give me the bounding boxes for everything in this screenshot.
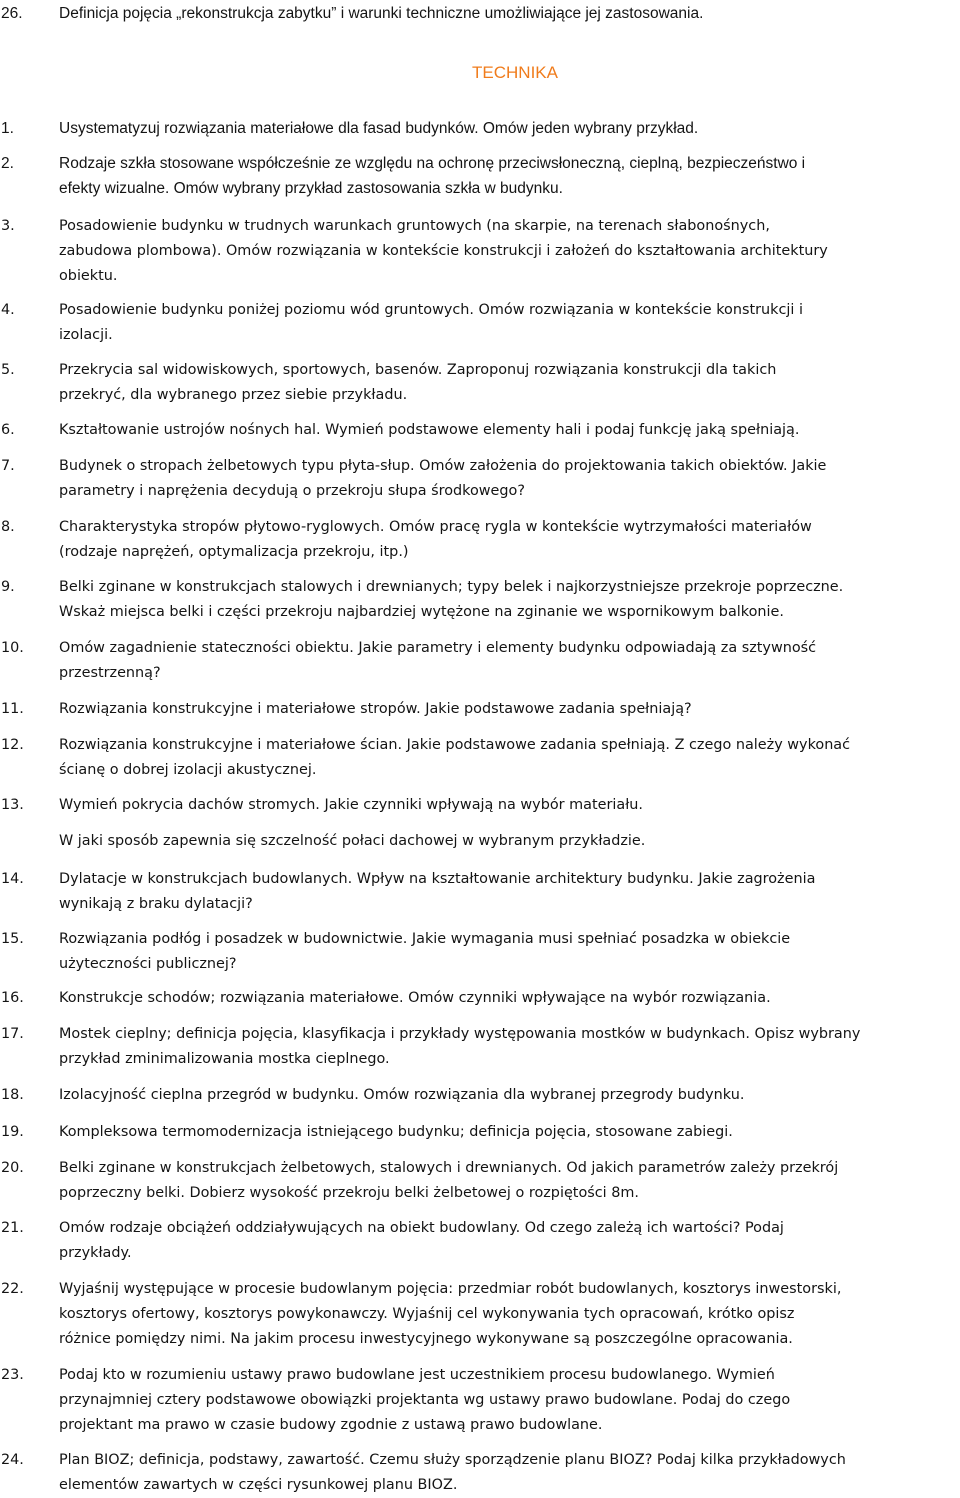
question-line: Plan BIOZ; definicja, podstawy, zawartość. Czemu służy sporządzenie planu BIOZ? Podaj kilka przykładowych [59,1452,846,1468]
question-number: 13. [1,797,24,813]
question-line: Definicja pojęcia „rekonstrukcja zabytku” i warunki techniczne umożliwiające jej zastosowania. [59,5,704,22]
question-number: 6. [1,422,15,438]
question-line: Kształtowanie ustrojów nośnych hal. Wymień podstawowe elementy hali i podaj funkcję jaką spełniają. [59,422,800,438]
question-text [59,298,960,348]
question-text [59,1,960,26]
question-number: 19. [1,1124,24,1140]
question-line: różnice pomiędzy nimi. Na jakim procesu inwestycyjnego wykonywane są poszczególne opracowania. [59,1331,793,1347]
question-text [59,358,960,408]
question-text [59,151,960,201]
question-number: 2. [1,155,14,172]
question-line: Rozwiązania konstrukcyjne i materiałowe ścian. Jakie podstawowe zadania spełniają. Z czego należy wykonać [59,737,851,753]
question-line: obiektu. [59,268,118,284]
section-heading: TECHNIKA [472,63,558,82]
question-number: 4. [1,302,15,318]
question-line: ścianę o dobrej izolacji akustycznej. [59,762,317,778]
question-number: 17. [1,1026,24,1042]
question-number: 10. [1,640,24,656]
question-number: 16. [1,990,24,1006]
question-line: Belki zginane w konstrukcjach żelbetowych, stalowych i drewnianych. Od jakich parametrów zależy przekrój [59,1160,839,1176]
question-number: 23. [1,1367,24,1383]
question-number: 22. [1,1281,24,1297]
question-line: zabudowa plombowa). Omów rozwiązania w kontekście konstrukcji i założeń do kształtowania architektury [59,243,828,259]
question-line: Dylatacje w konstrukcjach budowlanych. Wpływ na kształtowanie architektury budynku. Jakie zagrożenia [59,871,816,887]
question-line: Posadowienie budynku poniżej poziomu wód gruntowych. Omów rozwiązania w kontekście konstrukcji i [59,302,803,318]
question-text [59,733,960,783]
question-number: 3. [1,218,15,234]
question-text [59,829,960,854]
question-line: Charakterystyka stropów płytowo-ryglowych. Omów pracę rygla w kontekście wytrzymałości materiałów [59,519,812,535]
question-number: 7. [1,458,15,474]
question-line: Konstrukcje schodów; rozwiązania materiałowe. Omów czynniki wpływające na wybór rozwiązania. [59,990,771,1006]
question-line: Wyjaśnij występujące w procesie budowlanym pojęcia: przedmiar robót budowlanych, kosztorys inwestorski, [59,1281,842,1297]
question-line: przekryć, dla wybranego przez siebie przykładu. [59,387,408,403]
question-line: użyteczności publicznej? [59,956,237,972]
question-line: wynikają z braku dylatacji? [59,896,253,912]
question-text [59,1022,960,1072]
question-line: (rodzaje naprężeń, optymalizacja przekroju, itp.) [59,544,409,560]
question-line: Rodzaje szkła stosowane współcześnie ze względu na ochronę przeciwsłoneczną, cieplną, bezpieczeństwo i [59,155,806,172]
question-number: 21. [1,1220,24,1236]
question-text [59,1363,960,1438]
question-text [59,1448,960,1498]
question-number: 15. [1,931,24,947]
question-text [59,927,960,977]
question-text [59,116,960,141]
question-text [59,515,960,565]
question-line: Przekrycia sal widowiskowych, sportowych, basenów. Zaproponuj rozwiązania konstrukcji dla takich [59,362,777,378]
question-line: Usystematyzuj rozwiązania materiałowe dla fasad budynków. Omów jeden wybrany przykład. [59,120,699,137]
question-number: 26. [1,5,23,22]
question-line: Omów zagadnienie stateczności obiektu. Jakie parametry i elementy budynku odpowiadają za sztywność [59,640,817,656]
question-number: 9. [1,579,15,595]
question-line: Rozwiązania podłóg i posadzek w budownictwie. Jakie wymagania musi spełniać posadzka w obiekcie [59,931,791,947]
question-text [59,214,960,289]
question-text [59,1277,960,1352]
question-line: elementów zawartych w części rysunkowej planu BIOZ. [59,1477,458,1493]
question-number: 18. [1,1087,24,1103]
question-line: przynajmniej cztery podstawowe obowiązki projektanta wg ustawy prawo budowlane. Podaj do czego [59,1392,791,1408]
question-text [59,867,960,917]
question-line: Posadowienie budynku w trudnych warunkach gruntowych (na skarpie, na terenach słabonośnych, [59,218,770,234]
question-line: W jaki sposób zapewnia się szczelność połaci dachowej w wybranym przykładzie. [59,833,646,849]
question-line: Izolacyjność cieplna przegród w budynku. Omów rozwiązania dla wybranej przegrody budynku. [59,1087,745,1103]
question-line: Kompleksowa termomodernizacja istniejącego budynku; definicja pojęcia, stosowane zabiegi. [59,1124,733,1140]
question-line: Budynek o stropach żelbetowych typu płyta-słup. Omów założenia do projektowania takich obiektów. Jakie [59,458,827,474]
question-line: kosztorys ofertowy, kosztorys powykonawczy. Wyjaśnij cel wykonywania tych opracowań, krótko opisz [59,1306,795,1322]
question-text [59,697,960,722]
question-text [59,1083,960,1108]
question-text [59,418,960,443]
question-line: efekty wizualne. Omów wybrany przykład zastosowania szkła w budynku. [59,180,563,197]
question-line: Belki zginane w konstrukcjach stalowych i drewnianych; typy belek i najkorzystniejsze przekroje poprzeczne. [59,579,844,595]
question-number: 20. [1,1160,24,1176]
question-line: parametry i naprężenia decydują o przekroju słupa środkowego? [59,483,525,499]
question-text [59,1216,960,1266]
question-text [59,454,960,504]
question-text [59,636,960,686]
question-text [59,1120,960,1145]
question-line: przykłady. [59,1245,132,1261]
question-line: izolacji. [59,327,113,343]
question-number: 14. [1,871,24,887]
question-line: Wymień pokrycia dachów stromych. Jakie czynniki wpływają na wybór materiału. [59,797,643,813]
question-text [59,986,960,1011]
question-number: 5. [1,362,15,378]
question-number: 1. [1,120,14,137]
question-number: 12. [1,737,24,753]
question-text [59,793,960,818]
question-text [59,575,960,625]
question-number: 8. [1,519,15,535]
question-number: 11. [1,701,24,717]
question-line: Omów rodzaje obciążeń oddziaływujących na obiekt budowlany. Od czego zależą ich wartości? Podaj [59,1220,784,1236]
question-text [59,1156,960,1206]
question-line: Wskaż miejsca belki i części przekroju najbardziej wytężone na zginanie we wspornikowym balkonie. [59,604,784,620]
question-line: Podaj kto w rozumieniu ustawy prawo budowlane jest uczestnikiem procesu budowlanego. Wymień [59,1367,775,1383]
question-line: projektant ma prawo w czasie budowy zgodnie z ustawą prawo budowlane. [59,1417,603,1433]
question-number: 24. [1,1452,24,1468]
question-line: poprzeczny belki. Dobierz wysokość przekroju belki żelbetowej o rozpiętości 8m. [59,1185,639,1201]
question-line: przestrzenną? [59,665,161,681]
question-line: przykład zminimalizowania mostka cieplnego. [59,1051,390,1067]
question-line: Mostek cieplny; definicja pojęcia, klasyfikacja i przykłady występowania mostków w budynkach. Opisz wybrany [59,1026,861,1042]
question-line: Rozwiązania konstrukcyjne i materiałowe stropów. Jakie podstawowe zadania spełniają? [59,701,692,717]
